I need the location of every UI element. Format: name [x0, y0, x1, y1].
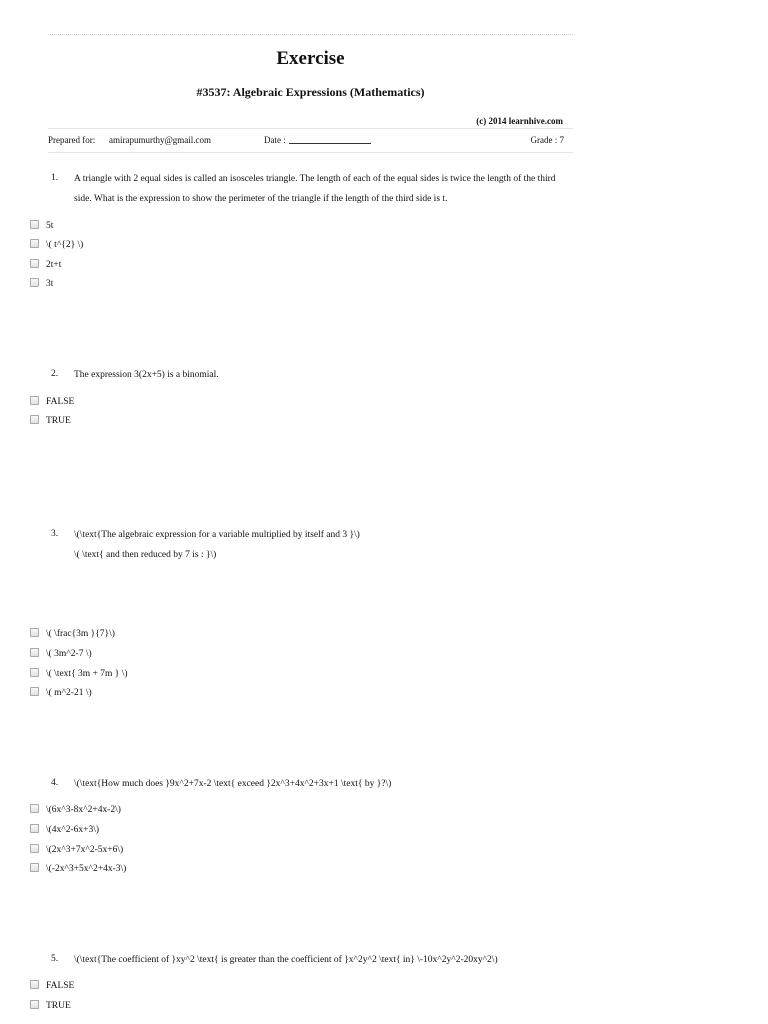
checkbox[interactable] — [30, 804, 39, 813]
question-5-option-1[interactable] — [30, 981, 74, 993]
meta-bottom-divider — [48, 152, 573, 153]
question-4-option-1[interactable] — [30, 805, 121, 817]
question-number: 4. — [51, 778, 59, 788]
question-text-line-2: \( \text{ and then reduced by 7 is : }\) — [74, 550, 217, 560]
question-1-option-4[interactable] — [30, 279, 53, 291]
question-1-option-1[interactable] — [30, 221, 53, 233]
question-text: \(\text{The coefficient of }xy^2 \text{ is greater than the coefficient of }x^2y^2 \text{ in} \-10x^2y^2-20xy^2\) — [74, 955, 498, 965]
prepared-for-email: amirapumurthy@gmail.com — [109, 135, 212, 145]
question-3-option-1[interactable] — [30, 629, 115, 641]
question-3-option-2[interactable] — [30, 649, 92, 661]
option-label: \( 3m^2-7 \) — [46, 649, 92, 659]
question-5-option-2[interactable] — [30, 1001, 71, 1013]
question-text: \(\text{How much does }9x^2+7x-2 \text{ exceed }2x^3+4x^2+3x+1 \text{ by }?\) — [74, 779, 392, 789]
checkbox[interactable] — [30, 668, 39, 677]
checkbox[interactable] — [30, 980, 39, 989]
question-number: 1. — [51, 173, 59, 183]
checkbox[interactable] — [30, 824, 39, 833]
option-label: 3t — [46, 279, 54, 289]
checkbox[interactable] — [30, 220, 39, 229]
option-label: \(-2x^3+5x^2+4x-3\) — [46, 864, 127, 874]
option-label: \( \frac{3m }{7}\) — [46, 629, 115, 639]
checkbox[interactable] — [30, 239, 39, 248]
option-label: TRUE — [46, 416, 71, 426]
date-blank-line — [289, 135, 371, 144]
question-text: The expression 3(2x+5) is a binomial. — [74, 370, 219, 380]
question-4-option-3[interactable] — [30, 845, 123, 857]
option-label: FALSE — [46, 397, 75, 407]
checkbox[interactable] — [30, 687, 39, 696]
option-label: \(4x^2-6x+3\) — [46, 825, 100, 835]
checkbox[interactable] — [30, 278, 39, 287]
option-label: \( m^2-21 \) — [46, 688, 92, 698]
top-divider — [48, 34, 573, 35]
checkbox[interactable] — [30, 628, 39, 637]
checkbox[interactable] — [30, 648, 39, 657]
option-label: 5t — [46, 221, 54, 231]
question-number: 2. — [51, 369, 59, 379]
question-4-option-2[interactable] — [30, 825, 99, 837]
prepared-for-label: Prepared for: — [48, 135, 96, 145]
option-label: \( t^{2} \) — [46, 240, 84, 250]
checkbox[interactable] — [30, 844, 39, 853]
option-label: TRUE — [46, 1001, 71, 1011]
option-label: \( \text{ 3m + 7m } \) — [46, 669, 128, 679]
page-subtitle: #3537: Algebraic Expressions (Mathematics) — [196, 85, 425, 99]
option-label: \(2x^3+7x^2-5x+6\) — [46, 845, 124, 855]
checkbox[interactable] — [30, 396, 39, 405]
question-text — [74, 525, 572, 565]
question-3-option-4[interactable] — [30, 688, 92, 700]
question-2-option-2[interactable] — [30, 416, 71, 428]
option-label: 2t+t — [46, 260, 62, 270]
meta-row — [48, 135, 573, 147]
checkbox[interactable] — [30, 259, 39, 268]
date-label: Date : — [264, 135, 286, 145]
question-1-option-2[interactable] — [30, 240, 83, 252]
checkbox[interactable] — [30, 863, 39, 872]
option-label: FALSE — [46, 981, 75, 991]
option-label: \(6x^3-8x^2+4x-2\) — [46, 805, 121, 815]
checkbox[interactable] — [30, 415, 39, 424]
question-4-option-4[interactable] — [30, 864, 126, 876]
question-2-option-1[interactable] — [30, 397, 74, 409]
question-text: A triangle with 2 equal sides is called an isosceles triangle. The length of each of the equal sides is twice the length of the third side. What is the expression to show the perimeter of the triangle if the length of the third side is t. — [74, 174, 556, 204]
question-number: 5. — [51, 954, 59, 964]
meta-top-divider — [48, 128, 573, 129]
copyright-notice: (c) 2014 learnhive.com — [476, 116, 563, 126]
page-title: Exercise — [276, 48, 345, 69]
question-text-line-1: \(\text{The algebraic expression for a variable multiplied by itself and 3 }\) — [74, 530, 360, 540]
grade-label: Grade : 7 — [530, 135, 564, 145]
question-1-option-3[interactable] — [30, 260, 61, 272]
date-field — [264, 135, 286, 145]
question-3-option-3[interactable] — [30, 669, 128, 681]
checkbox[interactable] — [30, 1000, 39, 1009]
question-number: 3. — [51, 529, 59, 539]
